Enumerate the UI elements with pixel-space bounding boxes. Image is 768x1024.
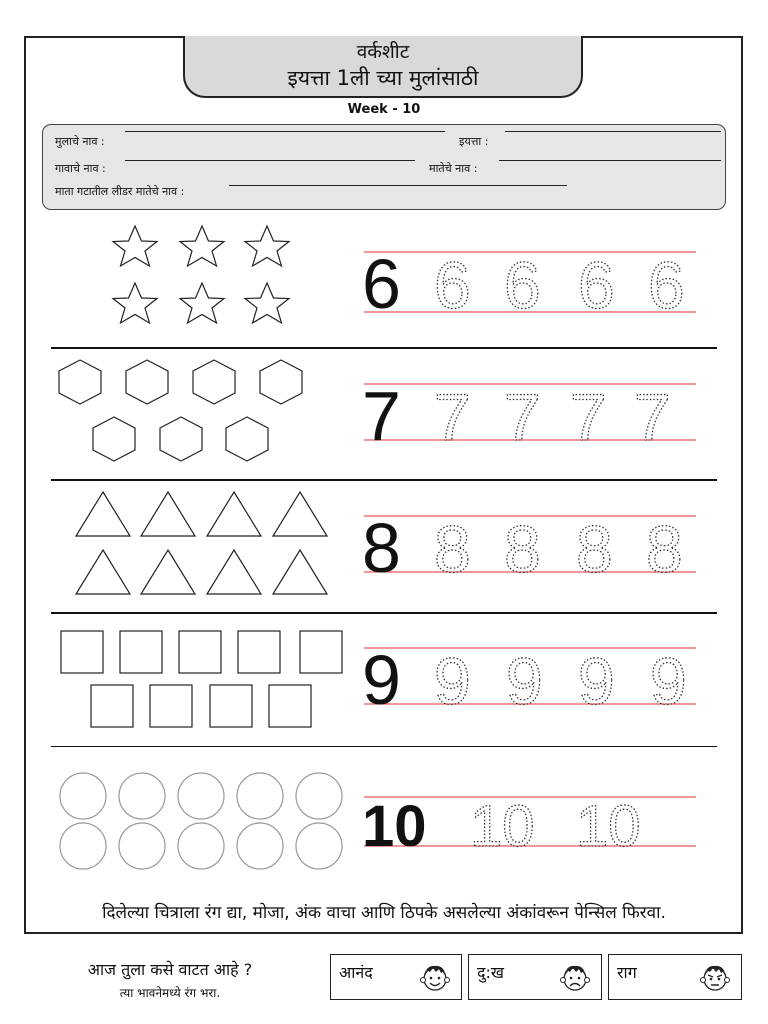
digit-6-dotted: 6 [434, 248, 471, 320]
title-tab [183, 36, 583, 98]
digit-10-tracing[interactable] [362, 790, 698, 856]
digit-7-solid: 7 [362, 377, 401, 452]
digit-7-dotted: 7 [570, 380, 607, 452]
triangle-shape [141, 550, 195, 594]
triangle-shape [141, 492, 195, 536]
hexagon-shapes [45, 355, 355, 470]
circle-shape [60, 773, 106, 819]
feeling-angry-box[interactable] [608, 954, 742, 1000]
hexagon-shape [126, 360, 168, 404]
mood-hint-text: त्या भावनेमध्ये रंग भरा. [119, 986, 221, 1000]
feeling-sad-label: दु:ख [477, 963, 504, 982]
happy-face-icon [415, 957, 455, 997]
digit-7-dotted: 7 [504, 380, 541, 452]
circle-shape [178, 773, 224, 819]
village-label: गावाचे नाव : [55, 162, 106, 175]
triangle-shape [207, 492, 261, 536]
child-name-label: मुलाचे नाव : [55, 135, 105, 148]
digit-8-dotted: 8 [504, 512, 541, 584]
sad-face-icon [555, 957, 595, 997]
digit-9-solid: 9 [362, 641, 401, 716]
circle-shape [296, 823, 342, 869]
worksheet-instruction: दिलेल्या चित्राला रंग द्या, मोजा, अंक वाचा आणि ठिपके असलेल्या अंकांवरून पेन्सिल फिरवा. [102, 903, 666, 923]
digit-9-tracing[interactable] [362, 640, 698, 716]
square-shape [269, 685, 311, 727]
digit-8-dotted: 8 [434, 512, 471, 584]
hexagon-shape [93, 417, 135, 461]
angry-face-icon [695, 957, 735, 997]
hexagon-shape [59, 360, 101, 404]
digit-6-dotted: 6 [504, 248, 541, 320]
leader-mother-field[interactable] [229, 185, 567, 186]
grade-label: इयत्ता : [459, 135, 489, 148]
star-shape [113, 226, 157, 266]
mother-name-field[interactable] [499, 160, 721, 161]
digit-10-dotted: 10 [576, 794, 641, 856]
feeling-angry-label: राग [617, 963, 637, 982]
mood-question-text: आज तुला कसे वाटत आहे ? [87, 960, 253, 979]
star-shape [180, 226, 224, 266]
child-name-field[interactable] [125, 131, 445, 132]
worksheet-subtitle: इयत्ता 1ली च्या मुलांसाठी [287, 66, 479, 90]
digit-6-dotted: 6 [578, 248, 615, 320]
circle-shape [119, 773, 165, 819]
circle-shape [60, 823, 106, 869]
triangle-shape [76, 550, 130, 594]
hexagon-shape [260, 360, 302, 404]
digit-7-dotted: 7 [434, 380, 471, 452]
week-label: Week - 10 [347, 102, 421, 117]
triangle-shape [273, 550, 327, 594]
digit-8-dotted: 8 [646, 512, 683, 584]
grade-field[interactable] [505, 131, 721, 132]
square-shape [120, 631, 162, 673]
circle-shape [119, 823, 165, 869]
digit-7-dotted: 7 [634, 380, 671, 452]
digit-6-solid: 6 [362, 245, 401, 320]
circle-shape [178, 823, 224, 869]
triangle-shape [76, 492, 130, 536]
digit-9-dotted: 9 [650, 644, 687, 716]
star-shapes [45, 220, 355, 340]
square-shape [210, 685, 252, 727]
star-shape [245, 226, 289, 266]
square-shape [150, 685, 192, 727]
student-info-box [42, 124, 726, 210]
triangle-shape [207, 550, 261, 594]
circle-shape [237, 773, 283, 819]
digit-9-dotted: 9 [506, 644, 543, 716]
star-shape [113, 283, 157, 323]
row-divider [51, 347, 717, 349]
square-shape [179, 631, 221, 673]
digit-9-dotted: 9 [434, 644, 471, 716]
digit-8-solid: 8 [362, 509, 401, 584]
digit-6-tracing[interactable] [362, 244, 698, 320]
hexagon-shape [160, 417, 202, 461]
mood-question [40, 958, 300, 1001]
square-shapes [45, 625, 355, 735]
star-shape [180, 283, 224, 323]
square-shape [91, 685, 133, 727]
circle-shapes [45, 766, 355, 876]
circle-shape [237, 823, 283, 869]
triangle-shape [273, 492, 327, 536]
digit-7-tracing[interactable] [362, 376, 698, 452]
village-field[interactable] [125, 160, 415, 161]
square-shape [238, 631, 280, 673]
square-shape [300, 631, 342, 673]
digit-6-dotted: 6 [648, 248, 685, 320]
feeling-sad-box[interactable] [468, 954, 602, 1000]
digit-9-dotted: 9 [578, 644, 615, 716]
mother-name-label: मातेचे नाव : [429, 162, 478, 175]
digit-10-dotted: 10 [470, 794, 535, 856]
circle-shape [296, 773, 342, 819]
row-divider [51, 479, 717, 481]
hexagon-shape [226, 417, 268, 461]
hexagon-shape [193, 360, 235, 404]
digit-10-solid: 10 [362, 794, 427, 856]
leader-mother-label: माता गटातील लीडर मातेचे नाव : [55, 185, 185, 198]
digit-8-dotted: 8 [576, 512, 613, 584]
feeling-happy-label: आनंद [339, 963, 373, 982]
row-divider [51, 612, 717, 614]
digit-8-tracing[interactable] [362, 508, 698, 584]
square-shape [61, 631, 103, 673]
star-shape [245, 283, 289, 323]
row-divider [51, 746, 717, 747]
feeling-happy-box[interactable] [330, 954, 462, 1000]
triangle-shapes [45, 488, 355, 603]
worksheet-title: वर्कशीट [356, 41, 410, 63]
